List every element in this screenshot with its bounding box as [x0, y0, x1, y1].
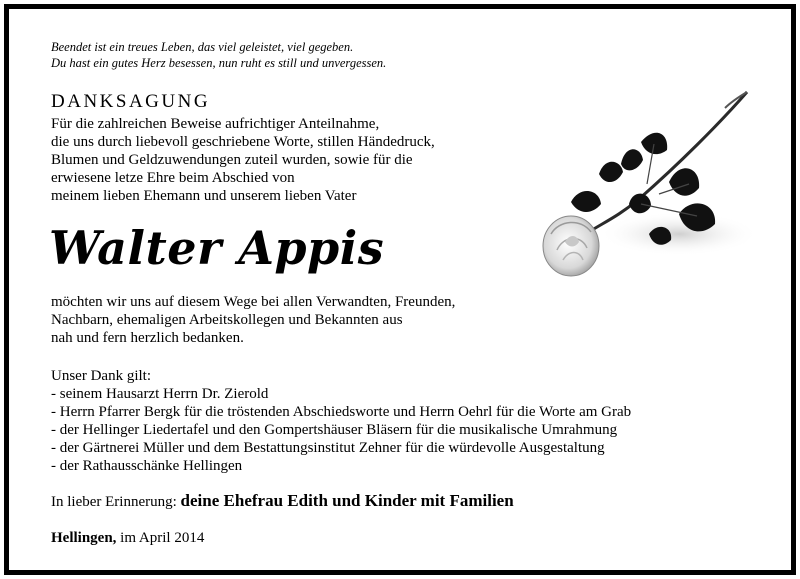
intro-line: die uns durch liebevoll geschriebene Worte, stillen Händedruck, — [51, 134, 435, 150]
heading: DANKSAGUNG — [51, 91, 211, 112]
thanks-line: möchten wir uns auf diesem Wege bei allen Verwandten, Freunden, — [51, 294, 456, 310]
intro-line: meinem lieben Ehemann und unserem lieben Vater — [51, 188, 357, 204]
motto — [51, 39, 386, 71]
place-city: Hellingen, — [51, 530, 117, 546]
intro-paragraph — [51, 115, 435, 205]
deceased-name: Walter Appis — [49, 221, 385, 275]
thanks-line: nah und fern herzlich bedanken. — [51, 330, 244, 346]
special-thanks — [51, 367, 631, 475]
place-date-text: im April 2014 — [116, 530, 205, 546]
signature-prefix: In lieber Erinnerung: — [51, 494, 177, 510]
list-item: - der Hellinger Liedertafel und den Gompertshäuser Bläsern für die musikalische Umrahmung — [51, 422, 618, 438]
special-thanks-intro: Unser Dank gilt: — [51, 368, 151, 384]
motto-line: Beendet ist ein treues Leben, das viel geleistet, viel gegeben. — [51, 40, 354, 54]
rose-icon — [529, 84, 759, 294]
list-item: - der Rathausschänke Hellingen — [51, 458, 243, 474]
place-date — [51, 530, 204, 547]
list-item: - der Gärtnerei Müller und dem Bestattungsinstitut Zehner für die würdevolle Ausgestaltung — [51, 440, 605, 456]
motto-line: Du hast ein gutes Herz besessen, nun ruht es still und unvergessen. — [51, 56, 387, 70]
list-item: - seinem Hausarzt Herrn Dr. Zierold — [51, 386, 269, 402]
intro-line: Blumen und Geldzuwendungen zuteil wurden, sowie für die — [51, 152, 413, 168]
intro-line: erwiesene letze Ehre beim Abschied von — [51, 170, 295, 186]
thanks-line: Nachbarn, ehemaligen Arbeitskollegen und Bekannten aus — [51, 312, 403, 328]
signature — [51, 491, 514, 511]
list-item: - Herrn Pfarrer Bergk für die tröstenden Abschiedsworte und Herrn Oehrl für die Worte am Grab — [51, 404, 632, 420]
obituary-card — [4, 4, 796, 575]
signature-family: deine Ehefrau Edith und Kinder mit Familien — [180, 491, 514, 510]
thanks-paragraph — [51, 293, 455, 347]
intro-line: Für die zahlreichen Beweise aufrichtiger Anteilnahme, — [51, 116, 380, 132]
